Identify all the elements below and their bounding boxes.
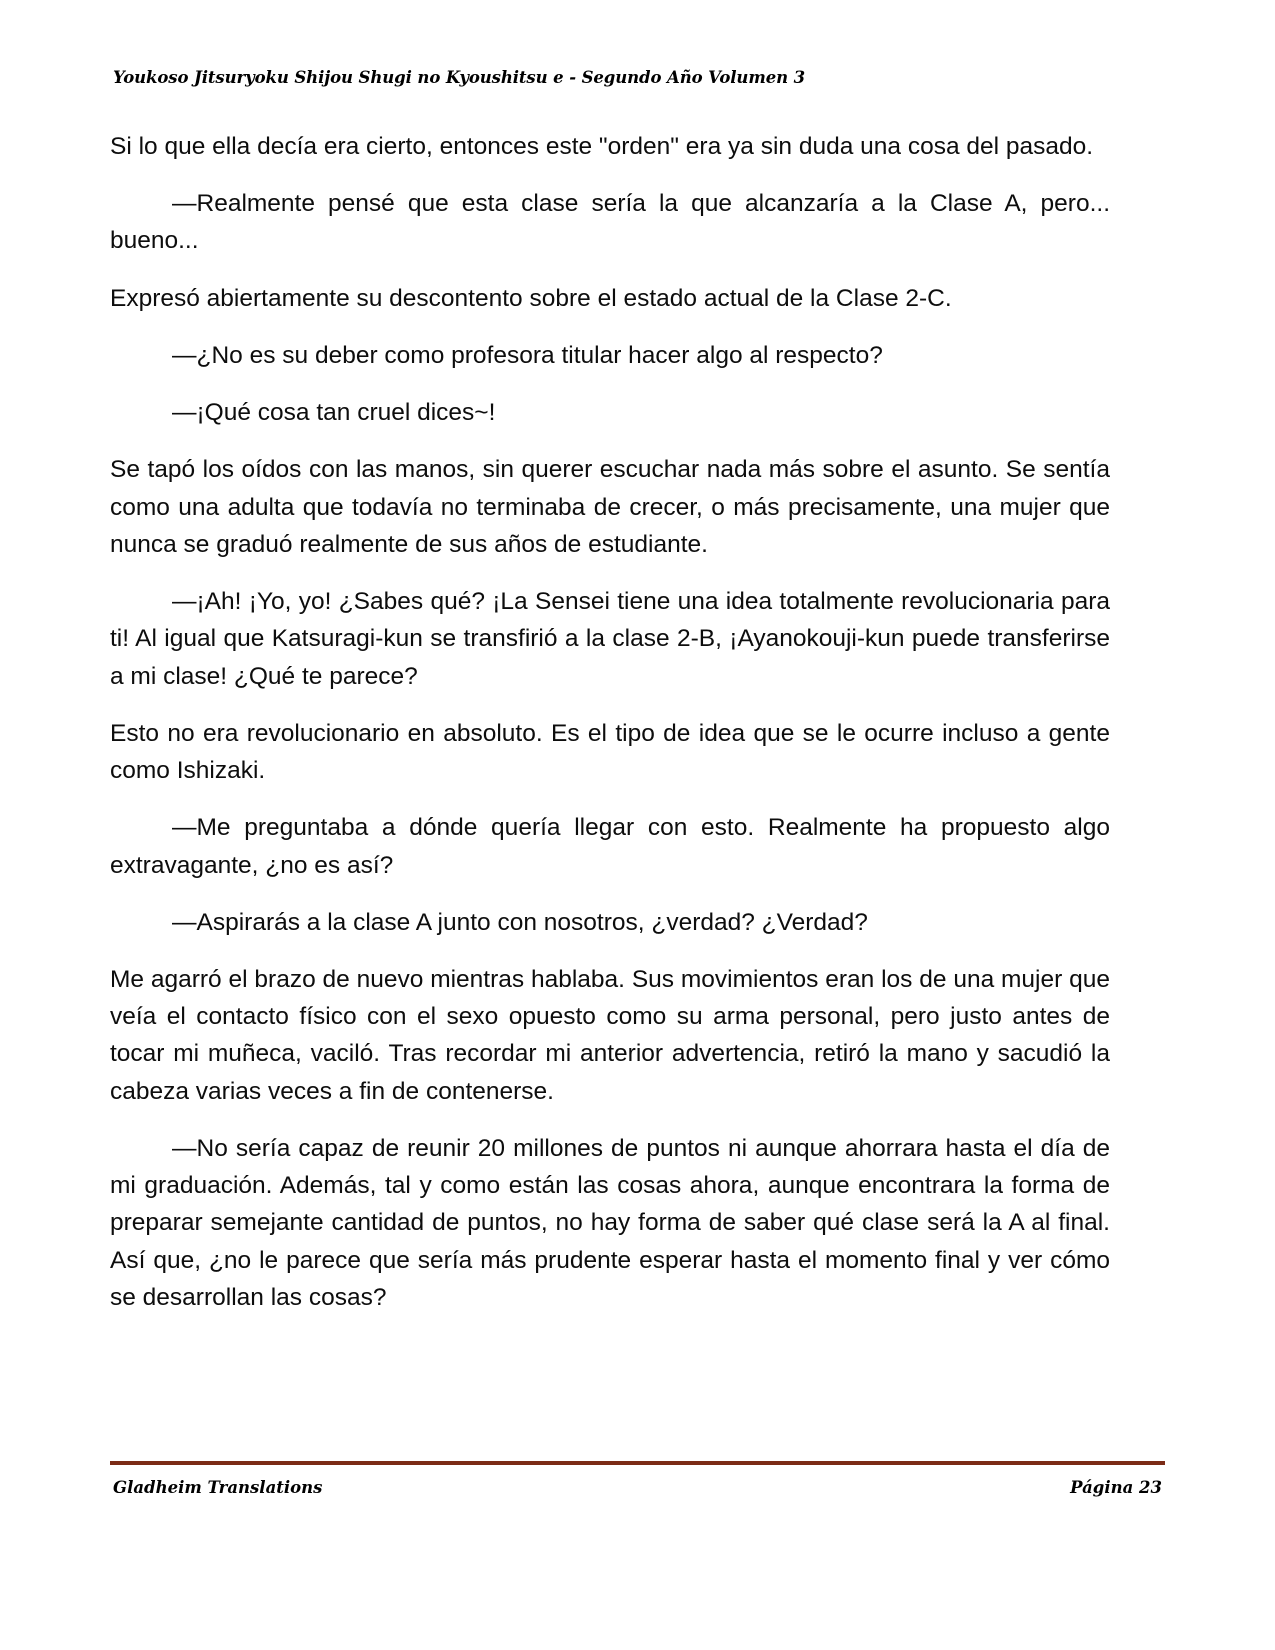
paragraph: —¡Ah! ¡Yo, yo! ¿Sabes qué? ¡La Sensei tiene una idea totalmente revolucionaria para ti! Al igual que Katsuragi-kun se transfirió a la clase 2-B, ¡Ayanokouji-kun puede transferirse a mi clase! ¿Qué te parece? — [110, 588, 1110, 690]
paragraph: —¡Qué cosa tan cruel dices~! — [172, 399, 496, 427]
page-number: Página 23 — [1070, 1478, 1162, 1497]
page-footer — [113, 1478, 1162, 1497]
footer-credit: Gladheim Translations — [113, 1478, 323, 1497]
footer-divider — [110, 1461, 1165, 1465]
paragraph: —Aspirarás a la clase A junto con nosotros, ¿verdad? ¿Verdad? — [172, 908, 868, 936]
paragraph: Si lo que ella decía era cierto, entonces este "orden" era ya sin duda una cosa del pasado. — [110, 133, 1094, 160]
paragraph: —¿No es su deber como profesora titular hacer algo al respecto? — [172, 341, 883, 369]
page-header: Youkoso Jitsuryoku Shijou Shugi no Kyoushitsu e - Segundo Año Volumen 3 — [113, 68, 806, 87]
paragraph: Me agarró el brazo de nuevo mientras hablaba. Sus movimientos eran los de una mujer que veía el contacto físico con el sexo opuesto como su arma personal, pero justo antes de tocar mi muñeca, vaciló. Tras recordar mi anterior advertencia, retiró la mano y sacudió la cabeza varias veces a fin de contenerse. — [110, 965, 1110, 1105]
paragraph: —Me preguntaba a dónde quería llegar con esto. Realmente ha propuesto algo extravagante, ¿no es así? — [110, 814, 1110, 879]
paragraph: Expresó abiertamente su descontento sobre el estado actual de la Clase 2-C. — [110, 284, 952, 312]
paragraph: —No sería capaz de reunir 20 millones de puntos ni aunque ahorrara hasta el día de mi graduación. Además, tal y como están las cosas ahora, aunque encontrara la forma de preparar semejante cantidad de puntos, no hay forma de saber qué clase será la A al final. Así que, ¿no le parece que sería más prudente esperar hasta el momento final y ver cómo se desarrollan las cosas? — [110, 1134, 1110, 1311]
paragraph: Esto no era revolucionario en absoluto. Es el tipo de idea que se le ocurre incluso a gente como Ishizaki. — [110, 719, 1110, 785]
page-body — [110, 128, 1110, 1316]
paragraph: —Realmente pensé que esta clase sería la que alcanzaría a la Clase A, pero... bueno... — [110, 190, 1110, 255]
paragraph: Se tapó los oídos con las manos, sin querer escuchar nada más sobre el asunto. Se sentía como una adulta que todavía no terminaba de crecer, o más precisamente, una mujer que nunca se graduó realmente de sus años de estudiante. — [110, 456, 1110, 558]
